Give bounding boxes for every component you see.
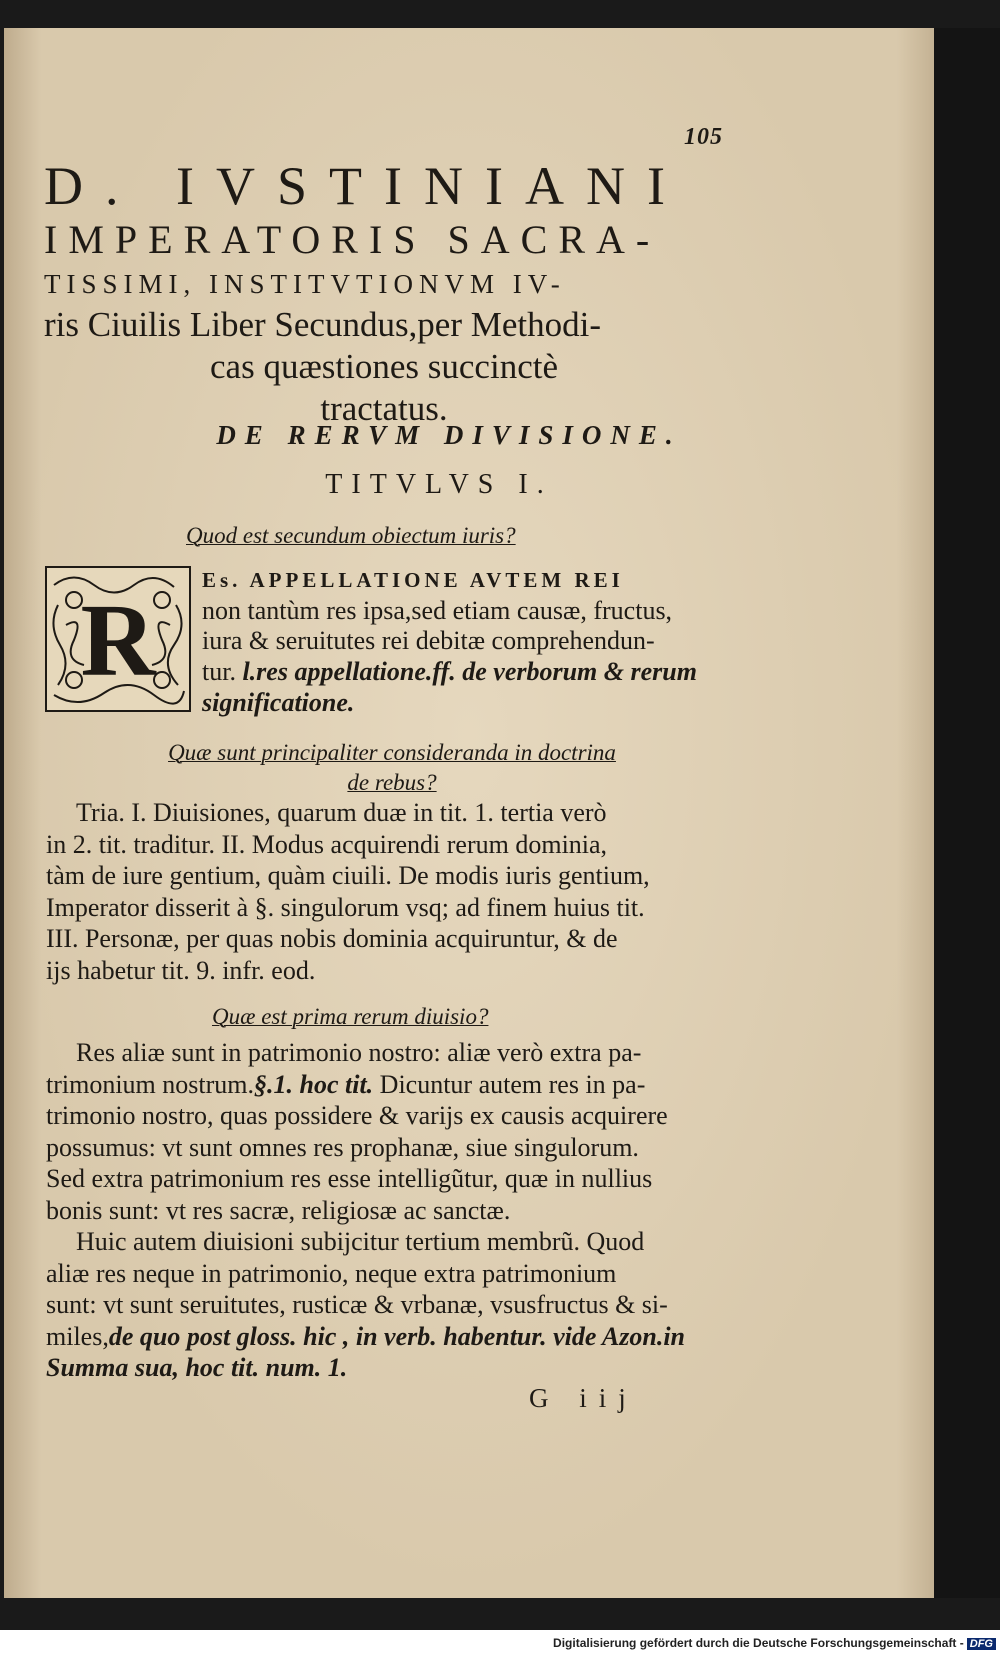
para4-citation: de quo post gloss. hic , in verb. habentur. vide Azon.in <box>108 1321 686 1351</box>
title-line-6: tractatus. <box>320 389 448 428</box>
book-edge <box>934 28 1000 1598</box>
page-number: 105 <box>684 124 723 150</box>
section-heading: DE RERVM DIVISIONE. <box>216 420 682 450</box>
para1-line-3: iura & seruitutes rei debitæ comprehendun- <box>202 626 655 655</box>
para3-line-1: Res aliæ sunt in patrimonio nostro: aliæ verò extra pa- <box>76 1038 642 1067</box>
svg-text:R: R <box>80 583 156 698</box>
title-line-5: cas quæstiones succinctè <box>210 347 558 386</box>
book-title <box>44 156 724 430</box>
para1-line-2: non tantùm res ipsa,sed etiam causæ, fructus, <box>202 595 673 625</box>
title-line-4: ris Ciuilis Liber Secundus,per Methodi- <box>44 305 602 344</box>
para3-line-5: Sed extra patrimonium res esse intelligũtur, quæ in nullius <box>46 1164 653 1193</box>
decorated-initial-r-icon <box>44 565 192 713</box>
question-2 <box>112 738 672 798</box>
title-line-1: D. IVSTINIANI <box>44 156 687 216</box>
para3-line-2-rest: Dicuntur autem res in pa- <box>373 1069 646 1099</box>
para2-line-4: Imperator disserit à §. singulorum vsq; ad finem huius tit. <box>46 892 645 922</box>
digitization-credit <box>553 1636 996 1650</box>
para1-line-4 <box>202 657 697 688</box>
para1-line-4-plain: tur. <box>202 657 243 686</box>
dfg-logo-icon: DFG <box>967 1638 996 1650</box>
para4-line-3: sunt: vt sunt seruitutes, rusticæ & vrbanæ, vsusfructus & si- <box>46 1290 668 1319</box>
question-2-line-2: de rebus? <box>347 770 437 795</box>
para1-line-1: Es. APPELLATIONE AVTEM REI <box>202 568 624 592</box>
book-page <box>4 28 934 1598</box>
para2-line-3: tàm de iure gentium, quàm ciuili. De modis iuris gentium, <box>46 861 650 890</box>
para3-line-4: possumus: vt sunt omnes res prophanæ, siue singulorum. <box>46 1132 639 1162</box>
para3-line-2-text: trimonium nostrum. <box>46 1069 254 1099</box>
titulus-heading: TITVLVS I. <box>325 469 553 500</box>
para3-line-3: trimonio nostro, quas possidere & varijs ex causis acquirere <box>46 1101 668 1130</box>
paragraph-4 <box>46 1226 685 1384</box>
para4-line-4 <box>46 1321 685 1353</box>
signature-mark: G iij <box>529 1383 638 1413</box>
paragraph-2 <box>46 797 650 986</box>
paragraph-1 <box>202 565 672 657</box>
title-line-2: IMPERATORIS SACRA- <box>44 217 661 262</box>
question-1: Quod est secundum obiectum iuris? <box>186 523 516 548</box>
paragraph-3 <box>46 1037 668 1226</box>
credit-text: Digitalisierung gefördert durch die Deutsche Forschungsgemeinschaft - <box>553 1636 964 1650</box>
para4-line-4-text: miles, <box>46 1321 109 1351</box>
para1-citation: l.res appellatione.ff. de verborum & rerum <box>242 657 697 686</box>
para2-line-6: ijs habetur tit. 9. infr. eod. <box>46 955 316 985</box>
para2-line-2: in 2. tit. traditur. II. Modus acquirendi rerum dominia, <box>46 829 608 859</box>
para2-line-1: Tria. I. Diuisiones, quarum duæ in tit. 1. tertia verò <box>76 798 607 827</box>
para3-line-6: bonis sunt: vt res sacræ, religiosæ ac sanctæ. <box>46 1195 511 1225</box>
para2-line-5: III. Personæ, per quas nobis dominia acquiruntur, & de <box>46 924 618 953</box>
title-line-3: TISSIMI, INSTITVTIONVM IV- <box>44 269 566 299</box>
para3-line-2 <box>46 1069 668 1101</box>
para4-line-1: Huic autem diuisioni subijcitur tertium membrũ. Quod <box>76 1227 645 1256</box>
question-3: Quæ est prima rerum diuisio? <box>212 1004 489 1029</box>
para3-citation: §.1. hoc tit. <box>254 1069 374 1099</box>
question-2-line-1: Quæ sunt principaliter consideranda in doctrina <box>168 740 616 765</box>
para1-line-5: significatione. <box>202 688 355 717</box>
para4-line-2: aliæ res neque in patrimonio, neque extra patrimonium <box>46 1258 617 1288</box>
para4-line-5: Summa sua, hoc tit. num. 1. <box>46 1353 348 1382</box>
